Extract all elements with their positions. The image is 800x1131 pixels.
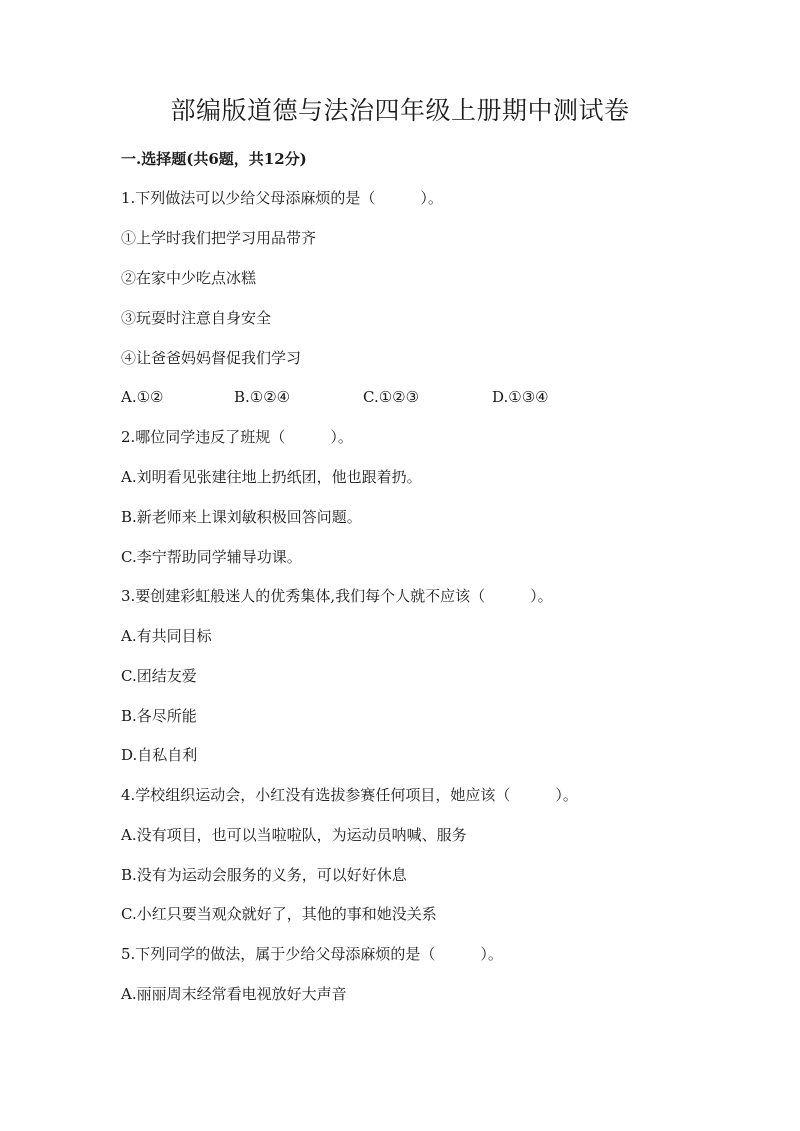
question-2-option-a: A.刘明看见张建往地上扔纸团，他也跟着扔。 [121,468,422,486]
question-1-option-d: D.①③④ [492,388,549,406]
question-1-stem: 1.下列做法可以少给父母添麻烦的是（ ）。 [121,189,443,207]
question-1-option-a: A.①② [121,388,164,406]
question-1-option-c: C.①②③ [363,388,420,406]
question-4-option-c: C.小红只要当观众就好了，其他的事和她没关系 [121,905,437,923]
question-3-option-a: A.有共同目标 [121,627,212,645]
question-1-item-2: ②在家中少吃点冰糕 [121,269,257,287]
question-3-option-b: B.各尽所能 [121,707,197,725]
question-1-item-3: ③玩耍时注意自身安全 [121,309,272,327]
question-5-stem: 5.下列同学的做法，属于少给父母添麻烦的是（ ）。 [121,945,503,963]
question-2-stem: 2.哪位同学违反了班规（ ）。 [121,428,353,446]
question-1-option-b: B.①②④ [234,388,291,406]
question-4-option-a: A.没有项目，也可以当啦啦队，为运动员呐喊、服务 [121,826,467,844]
question-4-stem: 4.学校组织运动会，小红没有选拔参赛任何项目，她应该（ ）。 [121,786,578,804]
question-2-option-c: C.李宁帮助同学辅导功课。 [121,548,302,566]
question-4-option-b: B.没有为运动会服务的义务，可以好好休息 [121,866,407,884]
question-3-option-d: D.自私自利 [121,746,198,764]
question-3-option-c: C.团结友爱 [121,667,197,685]
question-1-item-4: ④让爸爸妈妈督促我们学习 [121,349,302,367]
question-2-option-b: B.新老师来上课刘敏积极回答问题。 [121,508,362,526]
question-5-option-a: A.丽丽周末经常看电视放好大声音 [121,985,347,1003]
section-heading: 一.选择题(共6题，共12分) [121,150,307,168]
question-3-stem: 3.要创建彩虹般迷人的优秀集体,我们每个人就不应该（ ）。 [121,587,553,605]
exam-title: 部编版道德与法治四年级上册期中测试卷 [170,96,630,125]
question-1-item-1: ①上学时我们把学习用品带齐 [121,229,317,247]
